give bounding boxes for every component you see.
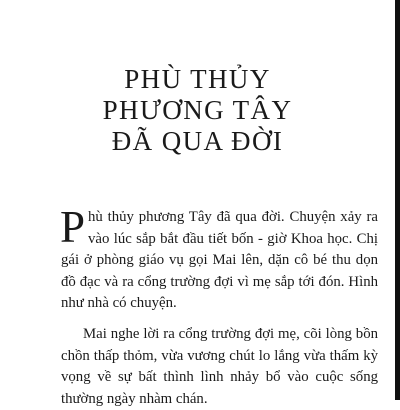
paragraph-text: hù thủy phương Tây đã qua đời. Chuyện xảy ra vào lúc sắp bắt đầu tiết bốn - giờ Khoa học. Chị gái ở phòng giáo vụ gọi Mai lên, dặn cô bé thu dọn đồ đạc và ra cổng trường đợi vì mẹ sắp tới đón. Hình như nhà có chuyện. xyxy=(61,209,378,312)
paragraph: Mai nghe lời ra cổng trường đợi mẹ, cõi lòng bồn chồn thấp thỏm, vừa vương chút lo lắng vừa thấm kỳ vọng về sự bất thình lình nhảy bổ vào cuộc sống thường ngày nhàm chán. xyxy=(61,325,378,407)
chapter-title-line: ĐÃ QUA ĐỜI xyxy=(111,126,284,156)
chapter-title xyxy=(0,64,395,157)
paragraph xyxy=(60,202,378,315)
drop-cap: P xyxy=(60,202,86,252)
chapter-title-line: PHÙ THỦY xyxy=(124,64,271,94)
chapter-body xyxy=(60,202,378,410)
book-spine-edge xyxy=(395,0,400,400)
chapter-title-line: PHƯƠNG TÂY xyxy=(102,95,293,125)
